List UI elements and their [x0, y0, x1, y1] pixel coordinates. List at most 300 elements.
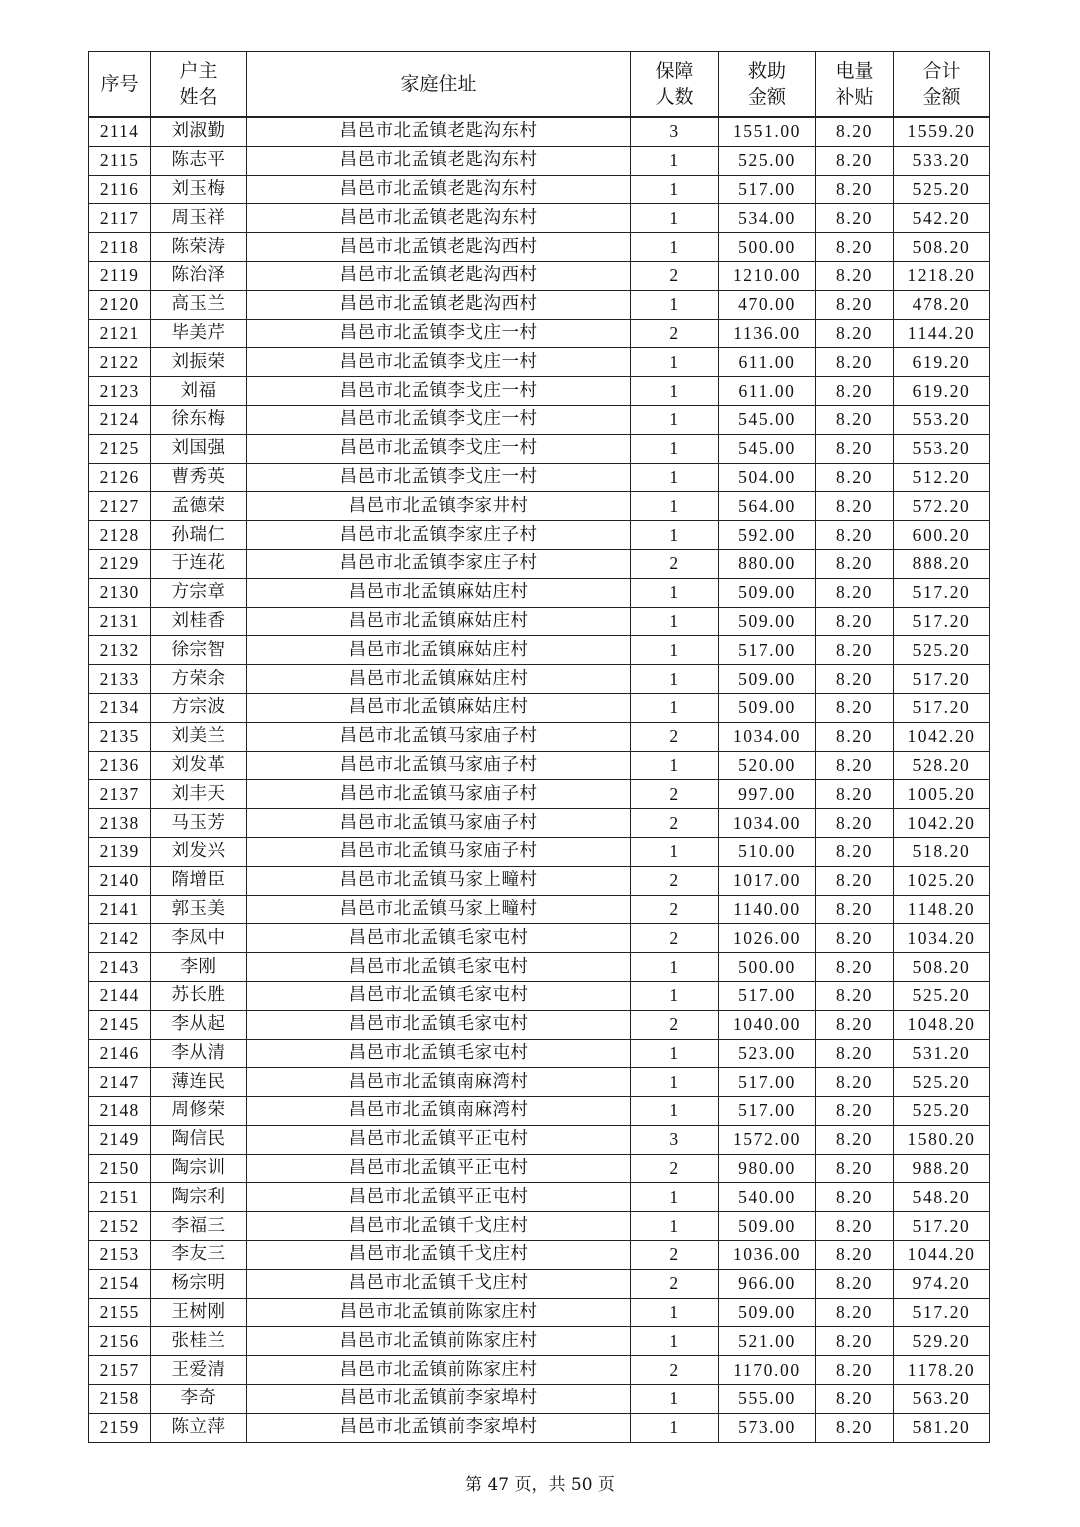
- cell-total-amount: 517.20: [894, 1298, 990, 1327]
- cell-seq: 2151: [89, 1183, 151, 1212]
- cell-seq: 2118: [89, 233, 151, 262]
- cell-aid-amount: 555.00: [719, 1385, 816, 1414]
- cell-address: 昌邑市北孟镇李戈庄一村: [247, 434, 631, 463]
- cell-aid-amount: 1136.00: [719, 319, 816, 348]
- table-row: [89, 204, 990, 233]
- table-row: [89, 1298, 990, 1327]
- cell-householder-name: 徐东梅: [151, 405, 247, 434]
- cell-power-subsidy: 8.20: [816, 1269, 894, 1298]
- cell-address: 昌邑市北孟镇前陈家庄村: [247, 1327, 631, 1356]
- cell-householder-name: 于连花: [151, 549, 247, 578]
- table-row: [89, 549, 990, 578]
- cell-householder-name: 徐宗智: [151, 636, 247, 665]
- cell-total-amount: 525.20: [894, 981, 990, 1010]
- table-row: [89, 780, 990, 809]
- cell-address: 昌邑市北孟镇马家庙子村: [247, 809, 631, 838]
- cell-covered-people: 1: [631, 348, 719, 377]
- cell-address: 昌邑市北孟镇马家庙子村: [247, 780, 631, 809]
- cell-householder-name: 薄连民: [151, 1068, 247, 1097]
- cell-householder-name: 马玉芳: [151, 809, 247, 838]
- cell-address: 昌邑市北孟镇李戈庄一村: [247, 377, 631, 406]
- cell-covered-people: 1: [631, 146, 719, 175]
- cell-total-amount: 517.20: [894, 665, 990, 694]
- cell-address: 昌邑市北孟镇千戈庄村: [247, 1269, 631, 1298]
- cell-power-subsidy: 8.20: [816, 290, 894, 319]
- cell-covered-people: 1: [631, 837, 719, 866]
- cell-householder-name: 刘振荣: [151, 348, 247, 377]
- cell-seq: 2158: [89, 1385, 151, 1414]
- cell-aid-amount: 470.00: [719, 290, 816, 319]
- cell-address: 昌邑市北孟镇前陈家庄村: [247, 1298, 631, 1327]
- cell-covered-people: 1: [631, 290, 719, 319]
- cell-householder-name: 李从清: [151, 1039, 247, 1068]
- cell-householder-name: 李凤中: [151, 924, 247, 953]
- cell-covered-people: 1: [631, 1183, 719, 1212]
- cell-householder-name: 陈立萍: [151, 1413, 247, 1442]
- cell-covered-people: 1: [631, 1385, 719, 1414]
- cell-householder-name: 陶宗利: [151, 1183, 247, 1212]
- cell-total-amount: 512.20: [894, 463, 990, 492]
- cell-aid-amount: 1017.00: [719, 866, 816, 895]
- cell-householder-name: 张桂兰: [151, 1327, 247, 1356]
- cell-seq: 2152: [89, 1212, 151, 1241]
- cell-power-subsidy: 8.20: [816, 1125, 894, 1154]
- cell-total-amount: 1048.20: [894, 1010, 990, 1039]
- cell-seq: 2130: [89, 578, 151, 607]
- cell-aid-amount: 534.00: [719, 204, 816, 233]
- cell-covered-people: 1: [631, 1039, 719, 1068]
- cell-power-subsidy: 8.20: [816, 261, 894, 290]
- cell-seq: 2120: [89, 290, 151, 319]
- cell-covered-people: 3: [631, 1125, 719, 1154]
- cell-aid-amount: 517.00: [719, 636, 816, 665]
- cell-covered-people: 1: [631, 636, 719, 665]
- cell-power-subsidy: 8.20: [816, 1385, 894, 1414]
- cell-total-amount: 525.20: [894, 175, 990, 204]
- cell-seq: 2150: [89, 1154, 151, 1183]
- cell-address: 昌邑市北孟镇老匙沟东村: [247, 175, 631, 204]
- cell-seq: 2132: [89, 636, 151, 665]
- cell-covered-people: 1: [631, 204, 719, 233]
- cell-power-subsidy: 8.20: [816, 1327, 894, 1356]
- cell-total-amount: 1580.20: [894, 1125, 990, 1154]
- cell-aid-amount: 521.00: [719, 1327, 816, 1356]
- cell-seq: 2125: [89, 434, 151, 463]
- cell-power-subsidy: 8.20: [816, 1154, 894, 1183]
- cell-seq: 2127: [89, 492, 151, 521]
- cell-address: 昌邑市北孟镇老匙沟西村: [247, 261, 631, 290]
- cell-aid-amount: 509.00: [719, 1298, 816, 1327]
- cell-householder-name: 刘淑勤: [151, 117, 247, 146]
- cell-address: 昌邑市北孟镇平正屯村: [247, 1154, 631, 1183]
- cell-householder-name: 刘丰天: [151, 780, 247, 809]
- cell-power-subsidy: 8.20: [816, 722, 894, 751]
- cell-power-subsidy: 8.20: [816, 924, 894, 953]
- table-row: [89, 377, 990, 406]
- table-row: [89, 117, 990, 146]
- table-row: [89, 953, 990, 982]
- cell-total-amount: 478.20: [894, 290, 990, 319]
- cell-aid-amount: 520.00: [719, 751, 816, 780]
- cell-total-amount: 553.20: [894, 405, 990, 434]
- cell-householder-name: 陈荣涛: [151, 233, 247, 262]
- cell-covered-people: 1: [631, 175, 719, 204]
- table-row: [89, 1125, 990, 1154]
- table-row: [89, 434, 990, 463]
- table-row: [89, 837, 990, 866]
- cell-covered-people: 1: [631, 492, 719, 521]
- cell-power-subsidy: 8.20: [816, 636, 894, 665]
- header-address: 家庭住址: [247, 52, 631, 118]
- cell-address: 昌邑市北孟镇千戈庄村: [247, 1241, 631, 1270]
- cell-power-subsidy: 8.20: [816, 521, 894, 550]
- header-covered-people: 保障 人数: [631, 52, 719, 118]
- cell-householder-name: 李友三: [151, 1241, 247, 1270]
- cell-address: 昌邑市北孟镇前李家埠村: [247, 1413, 631, 1442]
- cell-covered-people: 1: [631, 1212, 719, 1241]
- cell-address: 昌邑市北孟镇李家庄子村: [247, 549, 631, 578]
- cell-householder-name: 刘国强: [151, 434, 247, 463]
- header-householder-name: 户主 姓名: [151, 52, 247, 118]
- cell-power-subsidy: 8.20: [816, 348, 894, 377]
- cell-seq: 2116: [89, 175, 151, 204]
- cell-power-subsidy: 8.20: [816, 751, 894, 780]
- table-header-row: [89, 52, 990, 118]
- cell-address: 昌邑市北孟镇千戈庄村: [247, 1212, 631, 1241]
- cell-covered-people: 1: [631, 463, 719, 492]
- cell-seq: 2159: [89, 1413, 151, 1442]
- cell-power-subsidy: 8.20: [816, 607, 894, 636]
- cell-address: 昌邑市北孟镇南麻湾村: [247, 1068, 631, 1097]
- table-row: [89, 722, 990, 751]
- table-body: [89, 117, 990, 1442]
- cell-covered-people: 2: [631, 1269, 719, 1298]
- cell-total-amount: 1034.20: [894, 924, 990, 953]
- cell-covered-people: 2: [631, 319, 719, 348]
- cell-power-subsidy: 8.20: [816, 895, 894, 924]
- table-row: [89, 290, 990, 319]
- cell-seq: 2149: [89, 1125, 151, 1154]
- cell-address: 昌邑市北孟镇老匙沟东村: [247, 146, 631, 175]
- cell-address: 昌邑市北孟镇麻姑庄村: [247, 693, 631, 722]
- table-row: [89, 1010, 990, 1039]
- cell-power-subsidy: 8.20: [816, 146, 894, 175]
- cell-seq: 2138: [89, 809, 151, 838]
- table-row: [89, 866, 990, 895]
- cell-covered-people: 1: [631, 953, 719, 982]
- cell-total-amount: 619.20: [894, 377, 990, 406]
- cell-aid-amount: 517.00: [719, 1068, 816, 1097]
- cell-aid-amount: 540.00: [719, 1183, 816, 1212]
- cell-power-subsidy: 8.20: [816, 866, 894, 895]
- cell-power-subsidy: 8.20: [816, 434, 894, 463]
- cell-power-subsidy: 8.20: [816, 1068, 894, 1097]
- cell-address: 昌邑市北孟镇老匙沟东村: [247, 117, 631, 146]
- cell-power-subsidy: 8.20: [816, 780, 894, 809]
- cell-seq: 2134: [89, 693, 151, 722]
- table-row: [89, 233, 990, 262]
- table-row: [89, 1413, 990, 1442]
- cell-power-subsidy: 8.20: [816, 981, 894, 1010]
- cell-aid-amount: 509.00: [719, 578, 816, 607]
- cell-seq: 2135: [89, 722, 151, 751]
- cell-householder-name: 李福三: [151, 1212, 247, 1241]
- table-row: [89, 1183, 990, 1212]
- cell-covered-people: 2: [631, 780, 719, 809]
- table-row: [89, 578, 990, 607]
- cell-power-subsidy: 8.20: [816, 319, 894, 348]
- cell-aid-amount: 500.00: [719, 953, 816, 982]
- cell-aid-amount: 1572.00: [719, 1125, 816, 1154]
- cell-householder-name: 杨宗明: [151, 1269, 247, 1298]
- table-row: [89, 1241, 990, 1270]
- cell-address: 昌邑市北孟镇麻姑庄村: [247, 578, 631, 607]
- cell-total-amount: 1042.20: [894, 722, 990, 751]
- cell-covered-people: 1: [631, 751, 719, 780]
- cell-aid-amount: 525.00: [719, 146, 816, 175]
- cell-power-subsidy: 8.20: [816, 1298, 894, 1327]
- cell-total-amount: 525.20: [894, 1068, 990, 1097]
- table-row: [89, 1356, 990, 1385]
- cell-address: 昌邑市北孟镇李戈庄一村: [247, 348, 631, 377]
- table-row: [89, 492, 990, 521]
- cell-householder-name: 刘发革: [151, 751, 247, 780]
- table-row: [89, 405, 990, 434]
- cell-power-subsidy: 8.20: [816, 405, 894, 434]
- cell-total-amount: 533.20: [894, 146, 990, 175]
- cell-householder-name: 隋增臣: [151, 866, 247, 895]
- cell-aid-amount: 1026.00: [719, 924, 816, 953]
- cell-covered-people: 1: [631, 233, 719, 262]
- cell-covered-people: 2: [631, 261, 719, 290]
- cell-seq: 2119: [89, 261, 151, 290]
- cell-total-amount: 508.20: [894, 233, 990, 262]
- cell-power-subsidy: 8.20: [816, 665, 894, 694]
- cell-householder-name: 周修荣: [151, 1097, 247, 1126]
- cell-covered-people: 2: [631, 722, 719, 751]
- cell-aid-amount: 517.00: [719, 175, 816, 204]
- cell-seq: 2128: [89, 521, 151, 550]
- table-row: [89, 1385, 990, 1414]
- cell-total-amount: 1148.20: [894, 895, 990, 924]
- cell-power-subsidy: 8.20: [816, 175, 894, 204]
- cell-address: 昌邑市北孟镇李家庄子村: [247, 521, 631, 550]
- cell-address: 昌邑市北孟镇马家上疃村: [247, 866, 631, 895]
- table-row: [89, 665, 990, 694]
- cell-address: 昌邑市北孟镇麻姑庄村: [247, 636, 631, 665]
- cell-aid-amount: 509.00: [719, 607, 816, 636]
- cell-householder-name: 苏长胜: [151, 981, 247, 1010]
- cell-householder-name: 郭玉美: [151, 895, 247, 924]
- cell-total-amount: 1559.20: [894, 117, 990, 146]
- cell-total-amount: 1144.20: [894, 319, 990, 348]
- cell-covered-people: 1: [631, 981, 719, 1010]
- cell-address: 昌邑市北孟镇老匙沟东村: [247, 204, 631, 233]
- cell-covered-people: 2: [631, 1241, 719, 1270]
- cell-aid-amount: 1036.00: [719, 1241, 816, 1270]
- assistance-table: [88, 51, 990, 1443]
- table-row: [89, 636, 990, 665]
- cell-address: 昌邑市北孟镇老匙沟西村: [247, 290, 631, 319]
- cell-address: 昌邑市北孟镇前李家埠村: [247, 1385, 631, 1414]
- cell-covered-people: 2: [631, 549, 719, 578]
- document-page: [88, 51, 989, 1443]
- cell-seq: 2156: [89, 1327, 151, 1356]
- cell-aid-amount: 509.00: [719, 1212, 816, 1241]
- cell-total-amount: 508.20: [894, 953, 990, 982]
- cell-total-amount: 572.20: [894, 492, 990, 521]
- cell-aid-amount: 500.00: [719, 233, 816, 262]
- cell-power-subsidy: 8.20: [816, 204, 894, 233]
- cell-householder-name: 李从起: [151, 1010, 247, 1039]
- cell-power-subsidy: 8.20: [816, 1241, 894, 1270]
- table-row: [89, 1154, 990, 1183]
- cell-seq: 2121: [89, 319, 151, 348]
- cell-power-subsidy: 8.20: [816, 377, 894, 406]
- cell-total-amount: 525.20: [894, 1097, 990, 1126]
- cell-householder-name: 刘福: [151, 377, 247, 406]
- cell-covered-people: 1: [631, 1097, 719, 1126]
- cell-power-subsidy: 8.20: [816, 1356, 894, 1385]
- cell-seq: 2157: [89, 1356, 151, 1385]
- table-row: [89, 981, 990, 1010]
- cell-householder-name: 毕美芹: [151, 319, 247, 348]
- cell-power-subsidy: 8.20: [816, 1039, 894, 1068]
- cell-seq: 2126: [89, 463, 151, 492]
- table-row: [89, 693, 990, 722]
- cell-aid-amount: 1140.00: [719, 895, 816, 924]
- cell-power-subsidy: 8.20: [816, 463, 894, 492]
- header-aid-amount: 救助 金额: [719, 52, 816, 118]
- cell-seq: 2117: [89, 204, 151, 233]
- cell-aid-amount: 573.00: [719, 1413, 816, 1442]
- cell-power-subsidy: 8.20: [816, 117, 894, 146]
- cell-power-subsidy: 8.20: [816, 549, 894, 578]
- cell-seq: 2141: [89, 895, 151, 924]
- cell-total-amount: 563.20: [894, 1385, 990, 1414]
- cell-covered-people: 1: [631, 1327, 719, 1356]
- cell-covered-people: 2: [631, 866, 719, 895]
- cell-aid-amount: 980.00: [719, 1154, 816, 1183]
- cell-address: 昌邑市北孟镇平正屯村: [247, 1125, 631, 1154]
- cell-total-amount: 518.20: [894, 837, 990, 866]
- cell-total-amount: 1178.20: [894, 1356, 990, 1385]
- cell-total-amount: 974.20: [894, 1269, 990, 1298]
- cell-aid-amount: 545.00: [719, 405, 816, 434]
- cell-householder-name: 王爱清: [151, 1356, 247, 1385]
- cell-aid-amount: 510.00: [719, 837, 816, 866]
- cell-covered-people: 1: [631, 578, 719, 607]
- cell-covered-people: 1: [631, 1298, 719, 1327]
- cell-address: 昌邑市北孟镇毛家屯村: [247, 924, 631, 953]
- table-row: [89, 809, 990, 838]
- cell-seq: 2143: [89, 953, 151, 982]
- cell-power-subsidy: 8.20: [816, 1413, 894, 1442]
- cell-householder-name: 方荣余: [151, 665, 247, 694]
- cell-covered-people: 1: [631, 521, 719, 550]
- cell-householder-name: 刘美兰: [151, 722, 247, 751]
- table-row: [89, 175, 990, 204]
- cell-seq: 2124: [89, 405, 151, 434]
- cell-covered-people: 1: [631, 1068, 719, 1097]
- cell-address: 昌邑市北孟镇毛家屯村: [247, 1039, 631, 1068]
- cell-seq: 2136: [89, 751, 151, 780]
- cell-power-subsidy: 8.20: [816, 693, 894, 722]
- cell-householder-name: 曹秀英: [151, 463, 247, 492]
- table-row: [89, 1039, 990, 1068]
- cell-total-amount: 529.20: [894, 1327, 990, 1356]
- cell-address: 昌邑市北孟镇李戈庄一村: [247, 319, 631, 348]
- cell-total-amount: 1025.20: [894, 866, 990, 895]
- cell-total-amount: 517.20: [894, 1212, 990, 1241]
- cell-covered-people: 2: [631, 924, 719, 953]
- table-row: [89, 751, 990, 780]
- cell-address: 昌邑市北孟镇南麻湾村: [247, 1097, 631, 1126]
- table-row: [89, 1269, 990, 1298]
- cell-covered-people: 2: [631, 1356, 719, 1385]
- cell-covered-people: 1: [631, 377, 719, 406]
- cell-seq: 2139: [89, 837, 151, 866]
- cell-total-amount: 528.20: [894, 751, 990, 780]
- cell-covered-people: 1: [631, 434, 719, 463]
- cell-address: 昌邑市北孟镇平正屯村: [247, 1183, 631, 1212]
- cell-address: 昌邑市北孟镇老匙沟西村: [247, 233, 631, 262]
- cell-seq: 2114: [89, 117, 151, 146]
- cell-address: 昌邑市北孟镇李戈庄一村: [247, 405, 631, 434]
- cell-address: 昌邑市北孟镇马家上疃村: [247, 895, 631, 924]
- cell-covered-people: 1: [631, 665, 719, 694]
- cell-seq: 2145: [89, 1010, 151, 1039]
- cell-address: 昌邑市北孟镇李家井村: [247, 492, 631, 521]
- cell-address: 昌邑市北孟镇马家庙子村: [247, 837, 631, 866]
- cell-seq: 2140: [89, 866, 151, 895]
- cell-total-amount: 600.20: [894, 521, 990, 550]
- cell-aid-amount: 564.00: [719, 492, 816, 521]
- cell-power-subsidy: 8.20: [816, 578, 894, 607]
- cell-aid-amount: 1034.00: [719, 722, 816, 751]
- cell-address: 昌邑市北孟镇毛家屯村: [247, 953, 631, 982]
- table-row: [89, 319, 990, 348]
- cell-aid-amount: 545.00: [719, 434, 816, 463]
- cell-householder-name: 李刚: [151, 953, 247, 982]
- cell-aid-amount: 517.00: [719, 981, 816, 1010]
- cell-aid-amount: 1034.00: [719, 809, 816, 838]
- cell-total-amount: 531.20: [894, 1039, 990, 1068]
- cell-power-subsidy: 8.20: [816, 233, 894, 262]
- cell-total-amount: 581.20: [894, 1413, 990, 1442]
- cell-covered-people: 2: [631, 1154, 719, 1183]
- cell-total-amount: 517.20: [894, 693, 990, 722]
- table-row: [89, 607, 990, 636]
- table-row: [89, 261, 990, 290]
- table-row: [89, 1212, 990, 1241]
- cell-total-amount: 517.20: [894, 578, 990, 607]
- cell-power-subsidy: 8.20: [816, 1183, 894, 1212]
- cell-covered-people: 2: [631, 1010, 719, 1039]
- cell-aid-amount: 504.00: [719, 463, 816, 492]
- cell-total-amount: 553.20: [894, 434, 990, 463]
- cell-householder-name: 刘玉梅: [151, 175, 247, 204]
- cell-aid-amount: 997.00: [719, 780, 816, 809]
- page-number-footer: 第 47 页，共 50 页: [465, 1475, 615, 1495]
- cell-aid-amount: 1170.00: [719, 1356, 816, 1385]
- cell-seq: 2131: [89, 607, 151, 636]
- cell-householder-name: 陈治泽: [151, 261, 247, 290]
- cell-power-subsidy: 8.20: [816, 1212, 894, 1241]
- cell-seq: 2146: [89, 1039, 151, 1068]
- cell-address: 昌邑市北孟镇马家庙子村: [247, 722, 631, 751]
- table-row: [89, 1327, 990, 1356]
